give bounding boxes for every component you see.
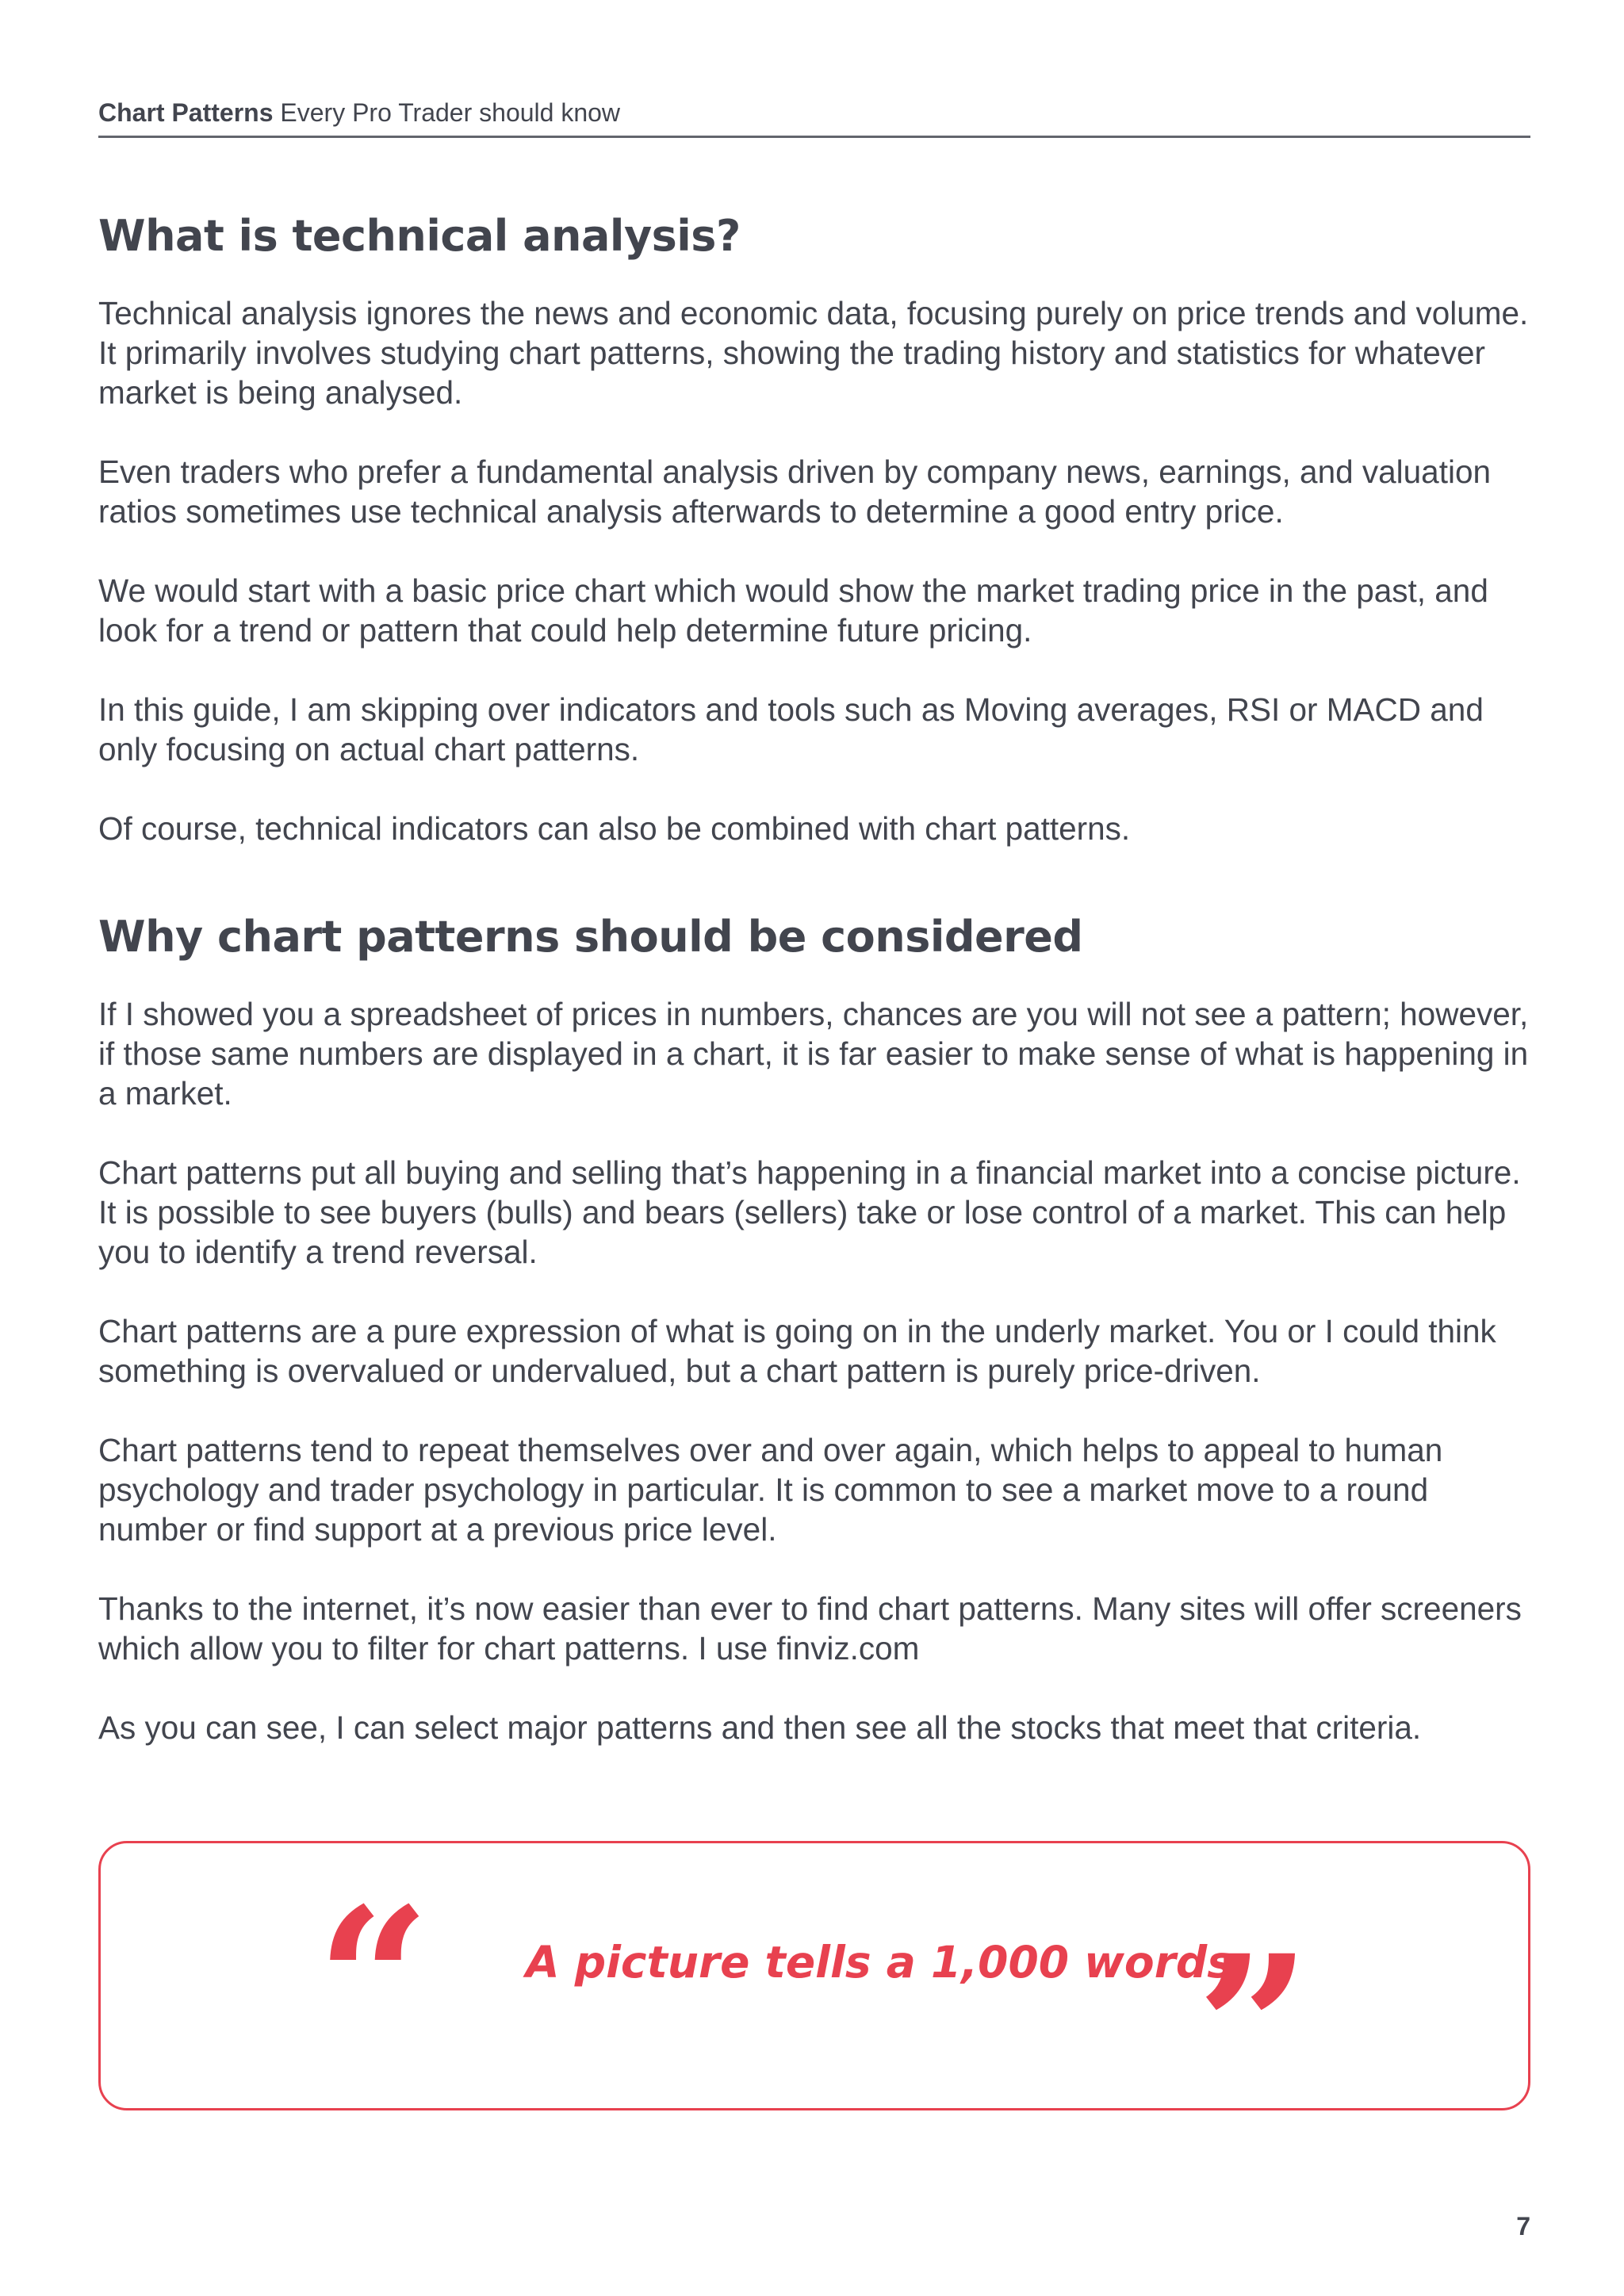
paragraph: Technical analysis ignores the news and economic data, focusing purely on price trends and volume. It primarily involves studying chart patterns, showing the trading history and statistics for whatever market is being analysed. xyxy=(98,295,1529,411)
paragraph: Chart patterns tend to repeat themselves over and over again, which helps to appeal to human psychology and trader psychology in particular. It is common to see a market move to a round number or find support at a previous price level. xyxy=(98,1432,1443,1548)
paragraph: In this guide, I am skipping over indicators and tools such as Moving averages, RSI or MACD and only focusing on actual chart patterns. xyxy=(98,691,1484,767)
paragraph: If I showed you a spreadsheet of prices in numbers, chances are you will not see a pattern; however, if those same numbers are displayed in a chart, it is far easier to make sense of what is happening in a market. xyxy=(98,996,1529,1112)
paragraph: Of course, technical indicators can also be combined with chart patterns. xyxy=(98,810,1131,847)
paragraph: As you can see, I can select major patterns and then see all the stocks that meet that criteria. xyxy=(98,1709,1422,1746)
section-heading-why-chart-patterns: Why chart patterns should be considered xyxy=(98,912,1083,962)
pull-quote-box xyxy=(98,1841,1530,2145)
section-technical-analysis xyxy=(98,293,1534,848)
paragraph: Even traders who prefer a fundamental analysis driven by company news, earnings, and valuation ratios sometimes use technical analysis afterwards to determine a good entry price. xyxy=(98,453,1491,530)
article-body xyxy=(98,208,1534,1747)
close-quote-icon: ” xyxy=(1197,1911,1311,2145)
section-heading-technical-analysis: What is technical analysis? xyxy=(98,211,741,261)
section-why-chart-patterns xyxy=(98,994,1534,1747)
page-number: 7 xyxy=(1516,2212,1530,2241)
paragraph: Chart patterns are a pure expression of what is going on in the underly market. You or I could think something is overvalued or undervalued, but a chart pattern is purely price-driven. xyxy=(98,1313,1496,1389)
paragraph: Thanks to the internet, it’s now easier than ever to find chart patterns. Many sites will offer screeners which allow you to filter for chart patterns. I use finviz.com xyxy=(98,1590,1522,1667)
running-header xyxy=(98,97,620,128)
header-title: Chart Patterns xyxy=(98,98,274,127)
paragraph: We would start with a basic price chart which would show the market trading price in the past, and look for a trend or pattern that could help determine future pricing. xyxy=(98,572,1488,649)
header-subtitle: Every Pro Trader should know xyxy=(280,98,621,127)
open-quote-icon: “ xyxy=(316,1864,431,2097)
page-header xyxy=(98,90,1530,138)
paragraph: Chart patterns put all buying and selling that’s happening in a financial market into a concise picture. It is possible to see buyers (bulls) and bears (sellers) take or lose control of a market. This can help you to identify a trend reversal. xyxy=(98,1154,1521,1270)
pull-quote-text: A picture tells a 1,000 words xyxy=(526,1937,1233,1988)
